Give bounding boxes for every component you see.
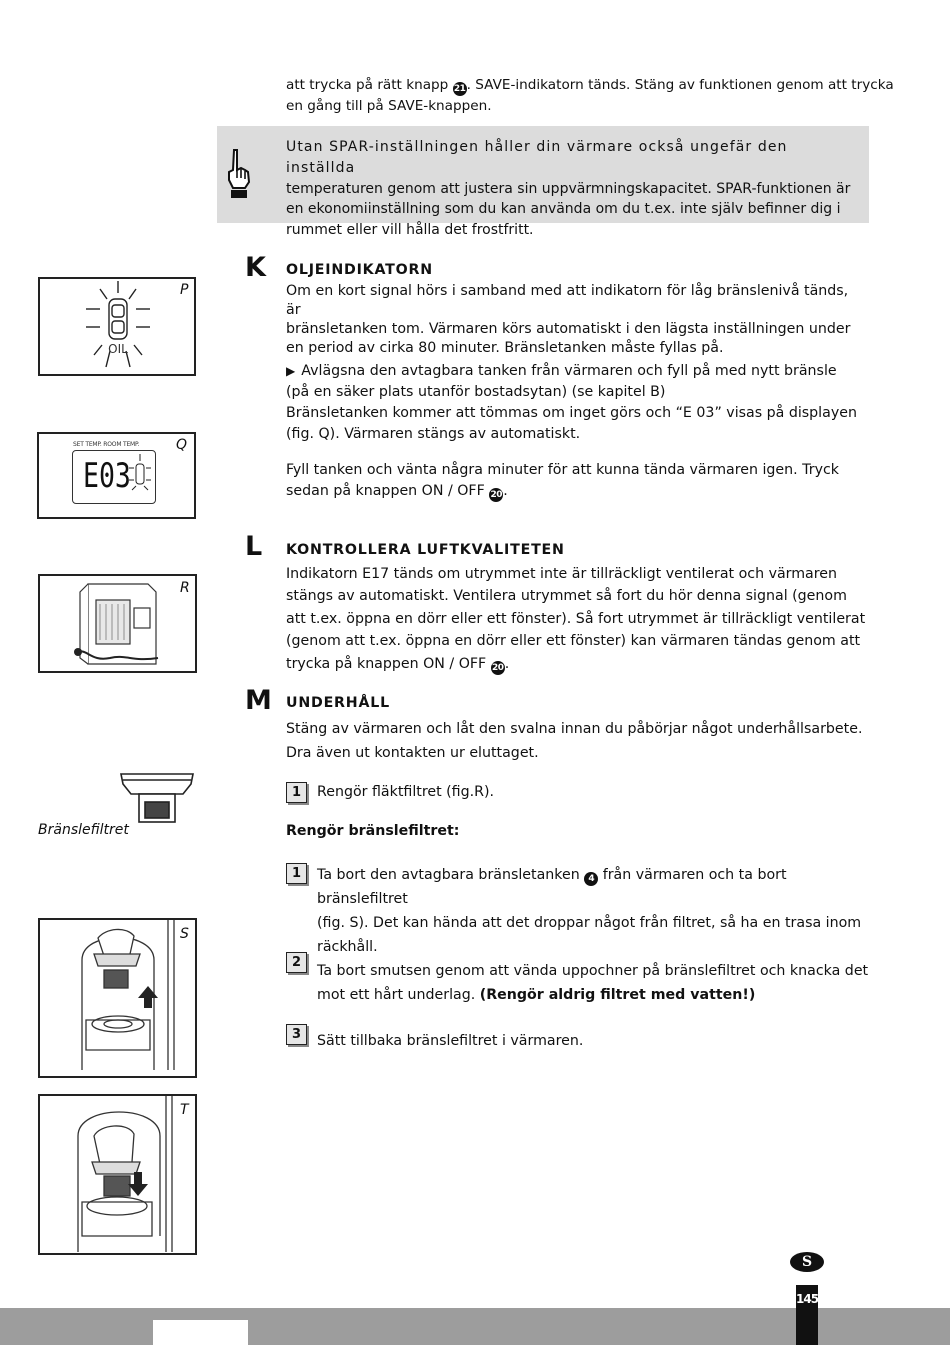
- paragraph-text: .: [503, 483, 508, 499]
- intro-text-b: . SAVE-indikatorn tänds. Stäng av funktionen genom att trycka: [466, 77, 894, 93]
- page-number: 145: [796, 1292, 819, 1306]
- section-k-para-2: [286, 361, 866, 445]
- step-number-box: 1: [286, 863, 307, 884]
- step-fan-filter-text: Rengör fläktfiltret (fig.R).: [317, 784, 495, 800]
- figure-q: [37, 432, 196, 519]
- note-line: Utan SPAR-inställningen håller din värmare också ungefär den inställda: [286, 139, 788, 176]
- paragraph-text: Ta bort den avtagbara bränsletanken: [317, 867, 580, 883]
- section-l-text: [286, 563, 876, 675]
- step-1-text: [317, 863, 877, 959]
- step-number-box: 2: [286, 952, 307, 973]
- section-k-para-1: [286, 282, 866, 358]
- paragraph-line: Dra även ut kontakten ur eluttaget.: [286, 744, 539, 761]
- paragraph-text: från värmaren och ta bort bränslefiltret: [317, 867, 787, 907]
- step-2-text: [317, 959, 877, 1007]
- paragraph-line: (fig. S). Det kan hända att det droppar något från filtret, så ha en trasa inom: [317, 915, 862, 931]
- paragraph-text: mot ett hårt underlag.: [317, 987, 480, 1003]
- intro-line-2: en gång till på SAVE-knappen.: [286, 98, 492, 114]
- paragraph-text: trycka på knappen ON / OFF: [286, 655, 487, 672]
- oil-label: OIL: [108, 342, 128, 356]
- figure-s: [38, 918, 197, 1078]
- figure-label: Q: [176, 437, 188, 453]
- paragraph-line: räckhåll.: [317, 939, 378, 955]
- section-m-letter: M: [245, 685, 272, 716]
- arrow-up-icon: [138, 986, 158, 1008]
- paragraph-line: Indikatorn E17 tänds om utrymmet inte är tillräckligt ventilerat och värmaren: [286, 566, 837, 582]
- remove-fuel-filter-illustration: [70, 920, 194, 1076]
- footer-white-block: [153, 1320, 248, 1345]
- figure-p: [38, 277, 196, 376]
- intro-line-1: [286, 75, 894, 96]
- step-number-box: 1: [286, 782, 307, 803]
- figure-t: [38, 1094, 197, 1255]
- figure-label: R: [180, 580, 190, 596]
- fuel-filter-illustration: [117, 770, 197, 828]
- note-line: en ekonomiinställning som du kan använda om du t.ex. inte själv befinner dig i: [286, 201, 841, 218]
- oil-indicator-icon: [80, 279, 160, 371]
- note-line: temperaturen genom att justera sin uppvärmningskapacitet. SPAR-funktionen är: [286, 180, 851, 197]
- paragraph-line: stängs av automatiskt. Ventilera utrymmet så fort du hör denna signal (genom: [286, 588, 847, 605]
- paragraph-line: [317, 863, 877, 911]
- lcd-header: SET TEMP. ROOM TEMP.: [73, 441, 140, 448]
- note-box: [217, 126, 869, 239]
- fuel-filter-caption: Bränslefiltret: [38, 822, 129, 838]
- arrow-right-icon: ▶: [286, 364, 296, 378]
- section-k-para-3: [286, 460, 866, 502]
- button-21-badge: 21: [453, 84, 466, 94]
- paragraph-line: Fyll tanken och vänta några minuter för att kunna tända värmaren igen. Tryck: [286, 462, 839, 478]
- paragraph-line: [317, 983, 877, 1007]
- paragraph-line: Bränsletanken kommer att tömmas om inget görs och “E 03” visas på displayen: [286, 405, 857, 421]
- paragraph-line: [286, 653, 876, 675]
- paragraph-line: (fig. Q). Värmaren stängs av automatiskt.: [286, 426, 581, 442]
- section-k-heading: OLJEINDIKATORN: [286, 262, 433, 278]
- paragraph-line: Stäng av värmaren och låt den svalna innan du påbörjar något underhållsarbete.: [286, 721, 863, 737]
- paragraph-text: .: [504, 655, 510, 672]
- section-m-text: [286, 718, 876, 765]
- heater-rear-filter-illustration: [70, 578, 180, 668]
- arrow-down-icon: [128, 1172, 148, 1196]
- step-3-text: Sätt tillbaka bränslefiltret i värmaren.: [317, 1033, 584, 1049]
- figure-r: [38, 574, 197, 673]
- section-l-heading: KONTROLLERA LUFTKVALITETEN: [286, 542, 565, 558]
- paragraph-line: Om en kort signal hörs i samband med att indikatorn för låg bränslenivå tänds, är: [286, 283, 849, 318]
- part-4-badge: 4: [584, 872, 598, 886]
- paragraph-line: Avlägsna den avtagbara tanken från värmaren och fyll på med nytt bränsle: [301, 363, 837, 379]
- paragraph-line: (på en säker plats utanför bostadsytan) (se kapitel B): [286, 384, 666, 400]
- section-l-letter: L: [245, 531, 263, 562]
- bullet-line: [286, 361, 866, 382]
- figure-label: S: [180, 926, 189, 942]
- button-20-badge: 20: [491, 662, 504, 673]
- paragraph-line: [286, 481, 866, 502]
- paragraph-line: bränsletanken tom. Värmaren körs automatiskt i den lägsta inställningen under: [286, 321, 851, 337]
- paragraph-text: sedan på knappen ON / OFF: [286, 483, 485, 499]
- note-text: [286, 137, 861, 241]
- intro-text-a: att trycka på rätt knapp: [286, 77, 449, 93]
- button-20-badge: 20: [490, 490, 503, 500]
- language-badge: S: [790, 1252, 824, 1272]
- section-m-heading: UNDERHÅLL: [286, 695, 390, 711]
- paragraph-line: en period av cirka 80 minuter. Bränsletanken måste fyllas på.: [286, 340, 724, 356]
- pointing-hand-icon: [223, 148, 253, 200]
- figure-label: P: [180, 282, 189, 298]
- lcd-error-code: E03: [83, 456, 131, 496]
- step-number-box: 3: [286, 1024, 307, 1045]
- section-k-letter: K: [245, 252, 266, 283]
- fuel-filter-subheading: Rengör bränslefiltret:: [286, 823, 460, 839]
- oil-indicator-blinking-icon: [127, 452, 153, 502]
- paragraph-line: Ta bort smutsen genom att vända uppochner på bränslefiltret och knacka det: [317, 963, 869, 979]
- warning-text: (Rengör aldrig filtret med vatten!): [479, 987, 756, 1003]
- note-line: rummet eller vill hålla det frostfritt.: [286, 222, 534, 239]
- paragraph-line: att t.ex. öppna en dörr eller ett fönster). Så fort utrymmet är tillräckligt ventilerat: [286, 610, 866, 627]
- paragraph-line: (genom att t.ex. öppna en dörr eller ett fönster) kan värmaren tändas genom att: [286, 633, 861, 650]
- figure-label: T: [180, 1102, 189, 1118]
- insert-fuel-filter-illustration: [70, 1096, 194, 1253]
